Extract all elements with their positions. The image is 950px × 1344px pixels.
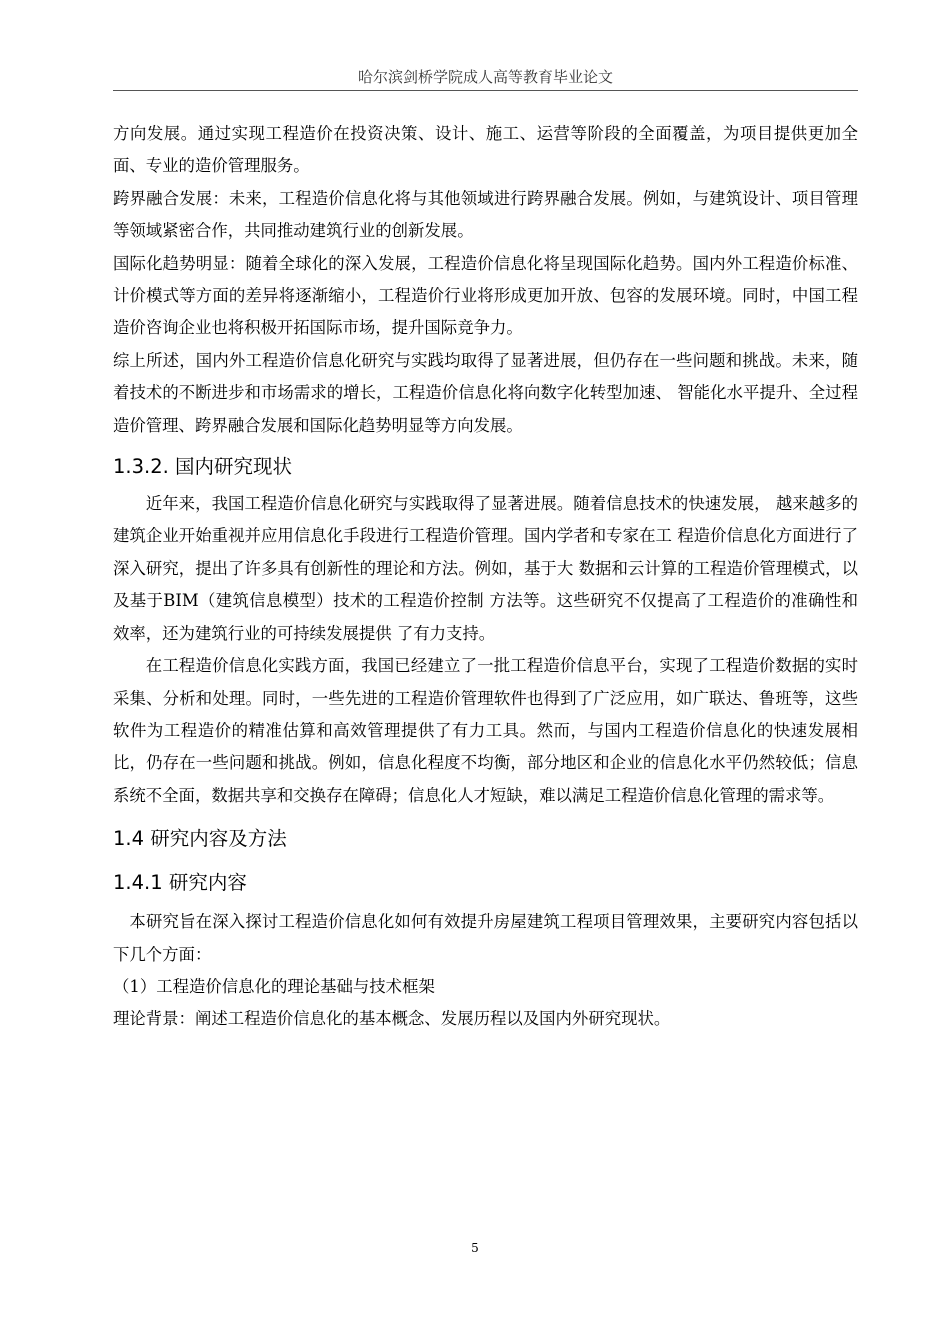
header-divider — [113, 90, 858, 91]
paragraph-domestic-practice: 在工程造价信息化实践方面，我国已经建立了一批工程造价信息平台，实现了工程造价数据的实时采集、分析和处理。同时，一些先进的工程造价管理软件也得到了广泛应用，如广联达、鲁班等，这些软件为工程造价的精准估算和高效管理提供了有力工具。然而，与国内工程造价信息化的快速发展相比，仍存在一些问题和挑战。例如，信息化程度不均衡，部分地区和企业的信息化水平仍然较低；信息系统不全面，数据共享和交换存在障碍；信息化人才短缺，难以满足工程造价信息化管理的需求等。 — [113, 656, 858, 805]
section-heading-1-4: 1.4 研究内容及方法 — [113, 827, 287, 851]
paragraph-research-content-intro: 本研究旨在深入探讨工程造价信息化如何有效提升房屋建筑工程项目管理效果，主要研究内容包括以下几个方面： — [113, 912, 858, 964]
section-heading-1-4-1: 1.4.1 研究内容 — [113, 871, 247, 895]
paragraph-theory-background: 理论背景：阐述工程造价信息化的基本概念、发展历程以及国内外研究现状。 — [113, 1009, 671, 1029]
section-heading-1-3-2: 1.3.2. 国内研究现状 — [113, 455, 293, 479]
paragraph-internationalization-trend: 国际化趋势明显：随着全球化的深入发展，工程造价信息化将呈现国际化趋势。国内外工程造价标准、计价模式等方面的差异将逐渐缩小，工程造价行业将形成更加开放、包容的发展环境。同时，中国工程造价咨询企业也将积极开拓国际市场，提升国际竞争力。 — [113, 253, 858, 338]
page-number: 5 — [471, 1241, 479, 1255]
paragraph-cross-domain-integration: 跨界融合发展：未来，工程造价信息化将与其他领域进行跨界融合发展。例如，与建筑设计、项目管理等领域紧密合作，共同推动建筑行业的创新发展。 — [113, 188, 858, 241]
list-item-theory-framework: （1）工程造价信息化的理论基础与技术框架 — [113, 976, 435, 996]
paragraph-domestic-research: 近年来，我国工程造价信息化研究与实践取得了显著进展。随着信息技术的快速发展， 越来越多的建筑企业开始重视并应用信息化手段进行工程造价管理。国内学者和专家在工 程造价信息化方面进行了深入研究，提出了许多具有创新性的理论和方法。例如，基于大 数据和云计算的工程造价管理模式，以及基于BIM（建筑信息模型）技术的工程造价控制 方法等。这些研究不仅提高了工程造价的准确性和效率，还为建筑行业的可持续发展提供 了有力支持。 — [113, 494, 858, 643]
paragraph-direction-development: 方向发展。通过实现工程造价在投资决策、设计、施工、运营等阶段的全面覆盖，为项目提供更加全面、专业的造价管理服务。 — [113, 124, 858, 176]
paragraph-summary: 综上所述，国内外工程造价信息化研究与实践均取得了显著进展，但仍存在一些问题和挑战。未来，随着技术的不断进步和市场需求的增长，工程造价信息化将向数字化转型加速、 智能化水平提升、全过程造价管理、跨界融合发展和国际化趋势明显等方向发展。 — [113, 350, 858, 435]
page-body — [113, 118, 858, 1036]
running-header: 哈尔滨剑桥学院成人高等教育毕业论文 — [357, 68, 613, 86]
